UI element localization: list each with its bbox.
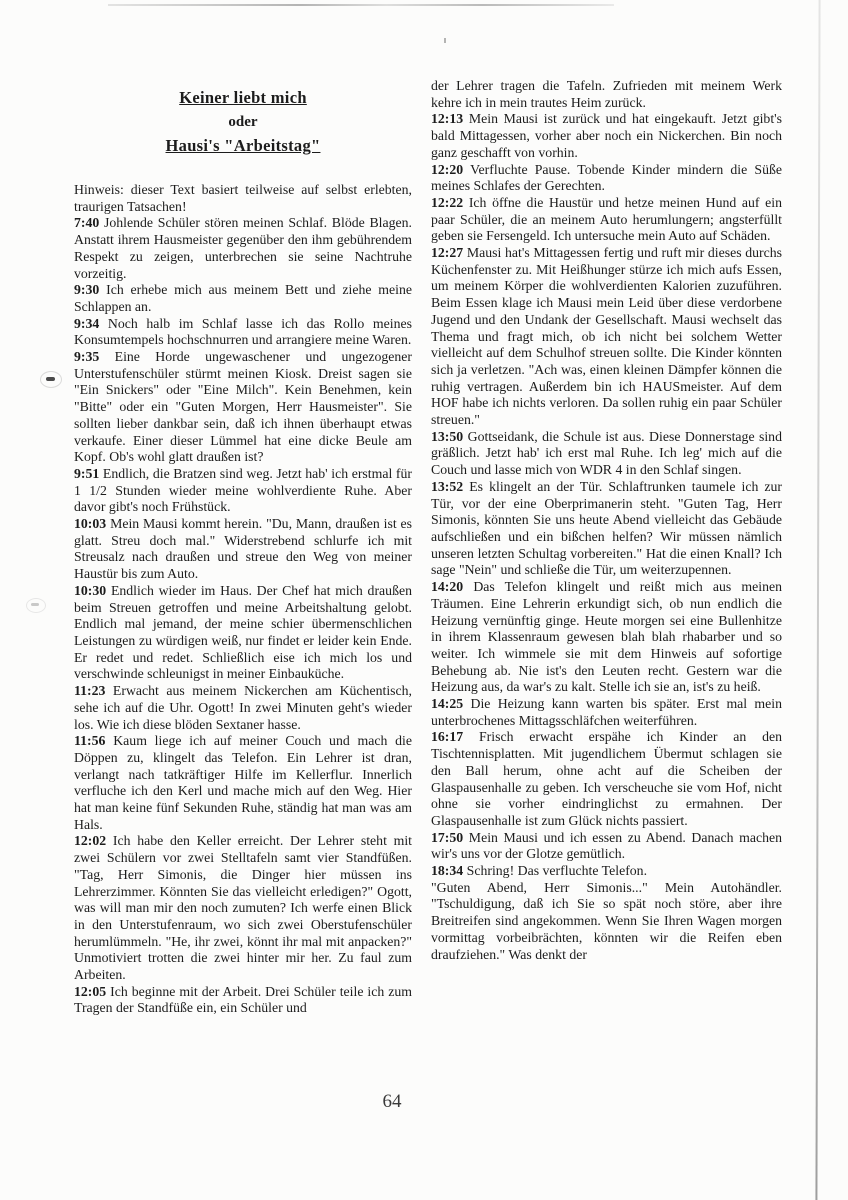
entry-time: 12:27 <box>431 245 464 261</box>
document-title <box>74 84 412 158</box>
entry-time: 12:13 <box>431 111 464 127</box>
diary-entry <box>431 479 782 579</box>
diary-entry <box>74 516 412 583</box>
diary-entry <box>431 696 782 729</box>
entry-time: 14:25 <box>431 696 464 712</box>
diary-entry <box>74 833 412 983</box>
entry-text: Ich öffne die Haustür und hetze meinen Hund auf ein paar Schüler, die an meinem Auto herumlungern; angsterfüllt geben sie Fersengeld. Ich untersuche mein Auto auf Schäden. <box>431 194 782 244</box>
diary-entry <box>74 733 412 833</box>
entry-text: Ich erhebe mich aus meinem Bett und ziehe meine Schlappen an. <box>74 282 412 314</box>
right-column-entries <box>431 78 782 963</box>
entry-time: 16:17 <box>431 729 464 745</box>
diary-entry <box>431 880 782 964</box>
entry-text: Kaum liege ich auf meiner Couch und mach die Döppen zu, klingelt das Telefon. Ein Lehrer ist dran, verlangt nach tatkräftiger Hilfe im Kellerflur. Innerlich verfluche ich den Kerl und mache mich auf den Weg. Hier hat man keine fünf Sekunden Ruhe, ständig hat man was am Hals. <box>74 733 412 832</box>
scan-artifact-top-line <box>108 4 614 6</box>
entry-text: Hinweis: dieser Text basiert teilweise auf selbst erlebten, traurigen Tatsachen! <box>74 182 412 214</box>
right-column <box>431 78 782 963</box>
diary-entry <box>74 282 412 315</box>
entry-text: Verfluchte Pause. Tobende Kinder mindern die Süße meines Schlafes der Gerechten. <box>431 161 782 194</box>
entry-text: Ich beginne mit der Arbeit. Drei Schüler teile ich zum Tragen der Standfüße ein, ein Schüler und <box>74 983 412 1016</box>
diary-entry <box>431 579 782 696</box>
diary-entry <box>74 316 412 349</box>
scan-fold-line <box>815 0 820 1200</box>
entry-text: Johlende Schüler stören meinen Schlaf. Blöde Blagen. Anstatt ihrem Hausmeister gegenüber den ihm gebührendem Respekt zu zeigen, unterbrechen sie seine Nachtruhe vorzeitig. <box>74 215 412 281</box>
entry-time: 11:56 <box>74 733 106 749</box>
diary-entry <box>431 78 782 111</box>
entry-text: Endlich, die Bratzen sind weg. Jetzt hab' ich erstmal für 1 1/2 Stunden wieder meine wohlverdiente Ruhe. Aber davor gibt's noch Frühstück. <box>74 465 412 515</box>
entry-time: 10:03 <box>74 516 107 532</box>
entry-time: 13:52 <box>431 478 464 494</box>
entry-text: der Lehrer tragen die Tafeln. Zufrieden mit meinem Werk kehre ich in mein trautes Heim zurück. <box>431 78 782 110</box>
entry-time: 9:35 <box>74 349 100 365</box>
scan-speck <box>444 38 446 43</box>
entry-text: Mausi hat's Mittagessen fertig und ruft mir dieses durchs Küchenfenster zu. Mit Heißhunger stürze ich mich aufs Essen, um meinem Körper die wohlverdienten Kalorien zuzuführen. Beim Essen klage ich Mausi mein Leid über diese verdorbene Jugend und den Undank der Gesellschaft. Mausi wechselt das Thema und fragt mich, ob ich nicht bei solchem Wetter vielleicht auf dem Schulhof streuen sollte. Die Kinder könnten sich ja verletzen. "Ach was, einen kleinen Dämpfer können die ruhig vertragen. Außerdem bin ich HAUSmeister. Auf dem HOF habe ich nichts verloren. Da sollen ruhig ein paar Schüler streuen." <box>431 245 782 428</box>
entry-time: 12:05 <box>74 983 107 999</box>
entry-time: 10:30 <box>74 582 107 598</box>
diary-entry <box>431 195 782 245</box>
diary-entry <box>431 729 782 829</box>
diary-entry <box>74 984 412 1017</box>
title-line-2: oder <box>228 114 258 130</box>
left-column-entries <box>74 182 412 1017</box>
entry-time: 7:40 <box>74 215 100 231</box>
diary-entry <box>431 429 782 479</box>
entry-time: 13:50 <box>431 428 464 444</box>
title-line-3: Hausi's "Arbeitstag" <box>165 136 321 155</box>
diary-entry <box>74 349 412 466</box>
punch-hole-mark <box>26 598 46 613</box>
diary-entry <box>431 863 782 880</box>
entry-text: Erwacht aus meinem Nickerchen am Küchentisch, sehe ich auf die Uhr. Ogott! In zwei Minuten geht's wieder los. Wie ich diese blöden Sextaner hasse. <box>74 683 412 732</box>
entry-text: Frisch erwacht erspähe ich Kinder an den Tischtennisplatten. Mit jugendlichem Übermut schlagen sie den Ball herum, ohne acht auf die Scheiben der Glaspausenhalle zu geben. Ich verscheuche sie vom Hof, nicht ohne sie vorher eindringlichst zu ermahnen. Der Glaspausenhalle ist zum Glück nichts passiert. <box>431 729 783 828</box>
diary-entry <box>74 583 412 683</box>
entry-time: 12:02 <box>74 833 107 849</box>
entry-text: Noch halb im Schlaf lasse ich das Rollo meines Konsumtempels hochschnurren und arrangiere meine Waren. <box>74 315 412 348</box>
diary-entry <box>74 182 412 215</box>
entry-time: 9:34 <box>74 315 100 331</box>
left-column <box>74 84 412 1017</box>
entry-text: Mein Mausi kommt herein. "Du, Mann, draußen ist es glatt. Streu doch mal." Widerstrebend schlurfe ich mit Streusalz nach draußen und streue den Weg von meiner Haustür bis zum Auto. <box>74 516 412 582</box>
entry-text: Schring! Das verfluchte Telefon. <box>466 863 648 879</box>
entry-time: 9:30 <box>74 282 100 298</box>
diary-entry <box>431 245 782 429</box>
entry-text: Endlich wieder im Haus. Der Chef hat mich draußen beim Streuen getroffen und meine Arbeitshaltung gelobt. Endlich mal jemand, der meine schier übermenschlichen Leistungen zu würdigen weiß, nur findet er leider kein Ende. Er redet und redet. Schließlich eise ich mich los und verschwinde schleunigst in meiner Einbauküche. <box>74 582 412 682</box>
entry-time: 18:34 <box>431 863 464 879</box>
entry-text: Ich habe den Keller erreicht. Der Lehrer steht mit zwei Schülern vor zwei Stelltafeln samt vier Standfüßen. "Tag, Herr Simonis, die Dinger hier müssen ins Lehrerzimmer. Könnten Sie das vielleicht erledigen?" Ogott, was will man mir den noch zumuten? Ich werfe einen Blick in den Unterstufenraum, wo sich zwei Oberstufenschüler herumlümmeln. "He, ihr zwei, könnt ihr mal mit anpacken?" Unmotiviert trotten die zwei hinter mir her. Zu faul zum Arbeiten. <box>74 833 413 983</box>
entry-time: 12:22 <box>431 194 464 210</box>
diary-entry <box>74 466 412 516</box>
entry-text: Eine Horde ungewaschener und ungezogener Unterstufenschüler stürmt meinen Kiosk. Dreist sagen sie "Ein Snickers" oder "Eine Milch". Kein Benehmen, kein "Bitte" oder ein "Guten Morgen, Herr Hausmeister". Sie sollten lieber dankbar sein, daß ich ihnen überhaupt etwas verkaufe. Einer dieser Lümmel hat eine dicke Beule am Kopf. Ob's wohl glatt draußen ist? <box>74 349 412 465</box>
punch-hole-mark <box>40 371 62 388</box>
diary-entry <box>431 830 782 863</box>
diary-entry <box>74 215 412 282</box>
entry-time: 9:51 <box>74 465 100 481</box>
page-number: 64 <box>382 1091 402 1112</box>
entry-time: 12:20 <box>431 161 464 177</box>
entry-text: Mein Mausi und ich essen zu Abend. Danach machen wir's uns vor der Glotze gemütlich. <box>431 829 783 862</box>
entry-text: Die Heizung kann warten bis später. Erst mal mein unterbrochenes Mittagsschläfchen weiterführen. <box>431 696 783 728</box>
entry-text: Es klingelt an der Tür. Schlaftrunken taumele ich zur Tür, vor der eine Oberprimanerin steht. "Guten Tag, Herr Simonis, könnten Sie uns heute Abend vielleicht das Gebäude aufschließen und ein bißchen helfen? Wir müssen nämlich unseren letzten Schultag vorbereiten." Hat die einen Knall? Ich sage "Nein" und schließe die Tür, um weiterzupennen. <box>431 478 783 578</box>
entry-text: Das Telefon klingelt und reißt mich aus meinen Träumen. Eine Lehrerin erkundigt sich, ob nun endlich die Heizung vernünftig ginge. Heute morgen sei eine Bullenhitze in ihrem Klassenraum gewesen blah blah rhabarber und so weiter. Ich wimmele sie mit dem Hinweis auf sofortige Behebung ab. Nie ist's den Leuten recht. Gestern war die Heizung aus, da war's zu kalt. Stelle ich sie an, ist's zu heiß. <box>431 579 782 695</box>
entry-time: 14:20 <box>431 579 464 595</box>
entry-time: 11:23 <box>74 683 106 699</box>
entry-text: Mein Mausi ist zurück und hat eingekauft. Jetzt gibt's bald Mittagessen, vorher aber noch ein Nickerchen. Bin noch ganz geschafft von vorhin. <box>431 111 783 160</box>
entry-text: Gottseidank, die Schule ist aus. Diese Donnerstage sind gräßlich. Jetzt hab' ich erst mal Ruhe. Ich leg' mich auf die Couch und lasse mich von WDR 4 in den Schlaf singen. <box>431 428 782 478</box>
diary-entry <box>431 111 782 161</box>
entry-text: "Guten Abend, Herr Simonis..." Mein Autohändler. "Tschuldigung, daß ich Sie so spät noch störe, aber ihre Breitreifen sind angekommen. Wenn Sie Ihren Wagen morgen vormittag vorbeibrächten, könnten wir die Reifen eben draufziehen." Was denkt der <box>431 879 782 962</box>
diary-entry <box>431 162 782 195</box>
entry-time: 17:50 <box>431 829 464 845</box>
title-line-1: Keiner liebt mich <box>179 88 307 107</box>
diary-entry <box>74 683 412 733</box>
